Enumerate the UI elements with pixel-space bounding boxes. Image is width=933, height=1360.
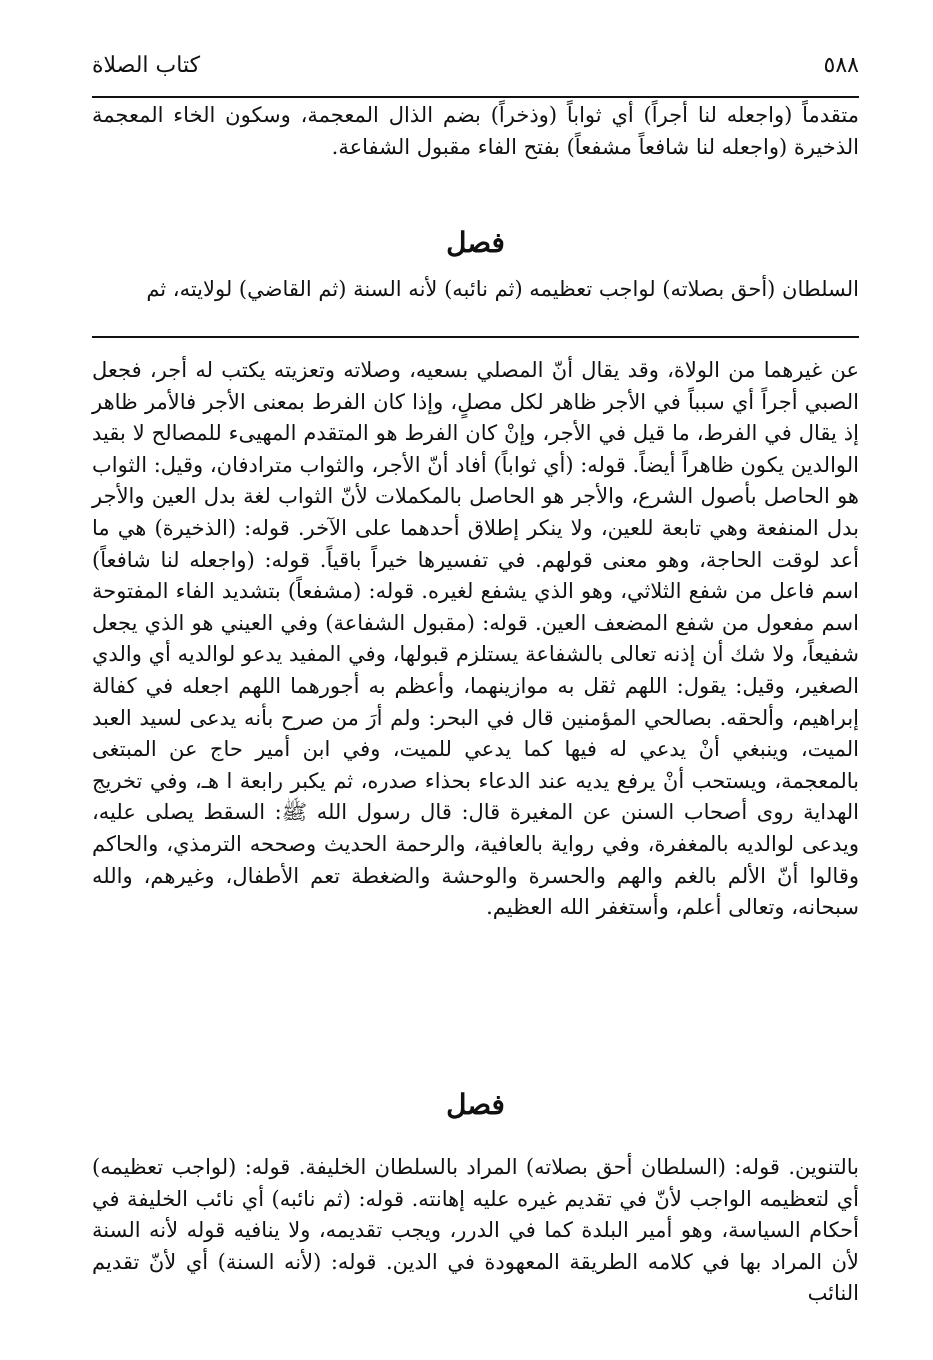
page-number: ٥٨٨	[823, 52, 859, 78]
section-heading-2: فصل	[446, 1088, 505, 1121]
page-header	[92, 40, 859, 90]
section-heading-1: فصل	[446, 226, 505, 259]
commentary-paragraph-2: بالتنوين. قوله: (السلطان أحق بصلاته) المراد بالسلطان الخليفة. قوله: (لواجب تعظيمه) أي لتعظيمه الواجب لأنّ في تقديم غيره عليه إهانته. قوله: (ثم نائبه) أي نائب الخليفة في أحكام السياسة، وهو أمير البلدة كما في الدرر، ويجب تقديمه، ولا ينافيه قوله لأنه السنة لأن المراد بها في كلامه الطريقة المعهودة في الدين. قوله: (لأنه السنة) أي لأنّ تقديم النائب	[92, 1155, 859, 1306]
book-title: كتاب الصلاة	[92, 52, 201, 78]
top-paragraph: متقدماً (واجعله لنا أجراً) أي ثواباً (وذخراً) بضم الذال المعجمة، وسكون الخاء المعجمة الذخيرة (واجعله لنا شافعاً مشفعاً) بفتح الفاء مقبول الشفاعة.	[92, 103, 859, 159]
commentary-paragraph: عن غيرهما من الولاة، وقد يقال أنّ المصلي بسعيه، وصلاته وتعزيته يكتب له أجر، فجعل الصبي أجراً أي سبباً في الأجر ظاهر لكل مصلٍ، وإذا كان الفرط بمعنى الأجر فالأمر ظاهر إذ يقال في الفرط، ما قيل في الأجر، وإنْ كان الفرط هو المتقدم المهيىء للمصالح لا بقيد الوالدين يكون ظاهراً أيضاً. قوله: (أي ثواباً) أفاد أنّ الأجر، والثواب مترادفان، وقيل: الثواب هو الحاصل بأصول الشرع، والأجر هو الحاصل بالمكملات لأنّ الثواب لغة بدل العين والأجر بدل المنفعة وهي تابعة للعين، ولا ينكر إطلاق أحدهما على الآخر. قوله: (الذخيرة) هي ما أعد لوقت الحاجة، وهو معنى قولهم. في تفسيرها خيراً باقياً. قوله: (واجعله لنا شافعاً) اسم فاعل من شفع الثلاثي، وهو الذي يشفع لغيره. قوله: (مشفعاً) بتشديد الفاء المفتوحة اسم مفعول من شفع المضعف العين. قوله: (مقبول الشفاعة) وفي العيني هو الذي يجعل شفيعاً، ولا شك أن إذنه تعالى بالشفاعة يستلزم قبولها، وفي المفيد يدعو لوالديه أي والدي الصغير، وقيل: يقول: اللهم ثقل به موازينهما، وأعظم به أجورهما اللهم اجعله في كفالة إبراهيم، وألحقه. بصالحي المؤمنين قال في البحر: ولم أرَ من صرح بأنه يدعى لسيد العبد الميت، وينبغي أنْ يدعي له فيها كما يدعي للميت، وفي ابن أمير حاج عن المبتغى بالمعجمة، ويستحب أنْ يرفع يديه عند الدعاء بحذاء صدره، ثم يكبر رابعة ا هـ، وفي تخريج الهداية روى أصحاب السنن عن المغيرة قال: قال رسول الله ﷺ: السقط يصلى عليه، ويدعى لوالديه بالمغفرة، وفي رواية بالعافية، والرحمة الحديث وصححه الترمذي، والحاكم وقالوا أنّ الألم بالغم والهم والحسرة والوحشة والضغطة تعم الأطفال، وغيرهم، والله سبحانه، وتعالى أعلم، وأستغفر الله العظيم.	[92, 358, 859, 920]
text-divider-rule	[92, 336, 859, 338]
main-text-paragraph: السلطان (أحق بصلاته) لواجب تعظيمه (ثم نائبه) لأنه السنة (ثم القاضي) لولايته، ثم	[146, 277, 859, 301]
header-rule	[92, 96, 859, 98]
